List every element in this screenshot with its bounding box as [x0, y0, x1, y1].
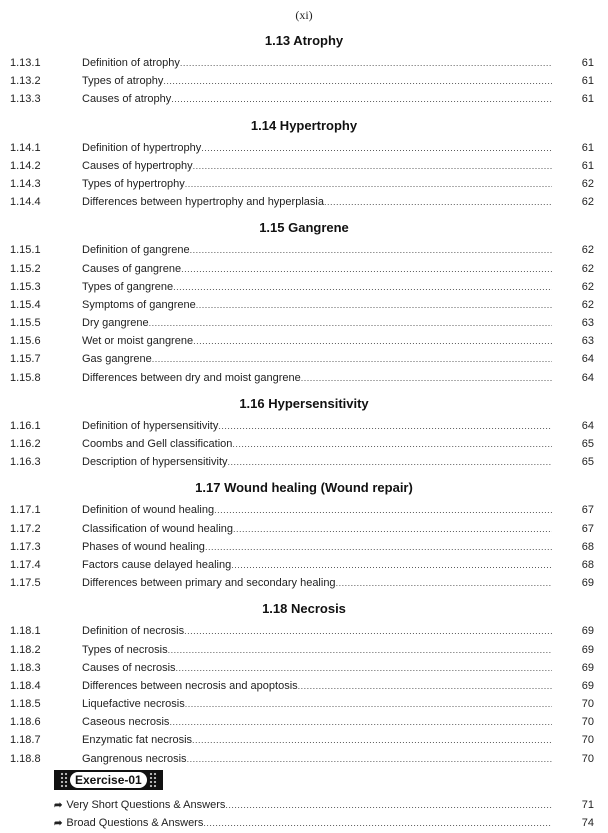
toc-entry[interactable] — [0, 574, 608, 592]
entry-title: Definition of necrosis — [82, 625, 185, 638]
dot-leader — [173, 278, 552, 296]
entry-page: 65 — [581, 438, 594, 450]
entry-page: 70 — [581, 734, 594, 747]
dot-leader — [228, 453, 552, 471]
exercise-badge — [54, 770, 163, 790]
entry-title: Caseous necrosis — [82, 716, 170, 729]
entry-page: 70 — [581, 716, 594, 729]
toc-entry[interactable] — [0, 417, 608, 435]
toc-entry[interactable] — [0, 713, 608, 731]
exercise-label: Exercise-01 — [70, 772, 147, 788]
entry-number: 1.18.5 — [10, 698, 41, 711]
toc-entry[interactable] — [0, 556, 608, 574]
entry-number: 1.18.1 — [10, 625, 41, 638]
entry-page: 62 — [581, 280, 594, 293]
entry-title: Classification of wound healing — [82, 522, 234, 535]
section-hypertrophy — [0, 117, 608, 212]
toc-entry[interactable] — [0, 453, 608, 471]
section-heading: 1.18 Necrosis — [262, 601, 346, 617]
entry-title: Types of atrophy — [82, 75, 164, 88]
entry-page: 61 — [581, 159, 594, 172]
entry-page: 69 — [581, 577, 594, 590]
dot-leader — [184, 622, 552, 640]
dot-leader — [205, 538, 552, 556]
entry-number: 1.18.8 — [10, 752, 41, 765]
entry-page: 62 — [581, 298, 594, 311]
entry-title: Definition of gangrene — [82, 244, 190, 257]
dot-leader — [149, 314, 552, 332]
toc-entry[interactable] — [0, 501, 608, 519]
entry-number: 1.18.3 — [10, 661, 41, 674]
entry-title: Enzymatic fat necrosis — [82, 734, 193, 747]
dot-leader — [298, 677, 552, 695]
section-heading: 1.16 Hypersensitivity — [239, 395, 369, 411]
entry-number: 1.15.7 — [10, 353, 41, 366]
entry-title: Causes of gangrene — [82, 262, 182, 275]
entry-page: 68 — [581, 558, 594, 571]
dot-leader — [301, 369, 552, 387]
dot-leader — [185, 175, 552, 193]
entry-title: Differences between necrosis and apoptosis — [82, 679, 298, 692]
entry-number: 1.13.1 — [10, 57, 41, 69]
entry-page: 61 — [581, 141, 594, 154]
dot-leader — [163, 72, 552, 90]
entry-number: 1.13.2 — [10, 75, 41, 88]
dot-leader — [169, 713, 552, 731]
entry-number: 1.18.4 — [10, 679, 41, 692]
entry-page: 61 — [581, 75, 594, 88]
entry-title: Symptoms of gangrene — [82, 298, 196, 311]
entry-number: 1.16.2 — [10, 438, 41, 450]
entry-title: Causes of atrophy — [82, 93, 172, 106]
entry-number: 1.15.3 — [10, 280, 41, 293]
toc-entry[interactable] — [0, 175, 608, 193]
table-of-contents — [0, 32, 608, 832]
toc-entry[interactable] — [0, 350, 608, 368]
toc-entry[interactable] — [0, 622, 608, 640]
curved-arrow-icon: ➦ — [54, 799, 63, 811]
dot-leader — [336, 574, 552, 592]
entry-title: Gas gangrene — [82, 353, 152, 366]
entry-page: 61 — [581, 93, 594, 106]
toc-entry[interactable] — [0, 278, 608, 296]
dot-leader — [196, 296, 552, 314]
ornament-icon — [149, 772, 157, 788]
entry-number: 1.15.5 — [10, 317, 41, 330]
toc-entry[interactable] — [0, 193, 608, 211]
entry-page: 62 — [581, 196, 594, 209]
entry-number: 1.16.3 — [10, 456, 41, 469]
dot-leader — [233, 520, 552, 538]
entry-number: 1.15.1 — [10, 244, 41, 257]
dot-leader — [232, 435, 552, 453]
exercise-section — [0, 770, 608, 792]
entry-page: 69 — [581, 661, 594, 674]
section-heading: 1.13 Atrophy — [264, 33, 344, 48]
entry-page: 63 — [581, 335, 594, 348]
dot-leader — [193, 332, 552, 350]
entry-page: 62 — [581, 244, 594, 257]
entry-title: Liquefactive necrosis — [82, 698, 185, 711]
dot-leader — [185, 695, 552, 713]
section-wound-healing — [0, 479, 608, 592]
dot-leader — [231, 556, 552, 574]
toc-entry[interactable] — [0, 90, 608, 108]
section-heading: 1.17 Wound healing (Wound repair) — [195, 480, 413, 496]
entry-title: Definition of wound healing — [82, 504, 215, 517]
toc-entry[interactable] — [0, 659, 608, 677]
toc-entry[interactable] — [0, 695, 608, 713]
section-heading: 1.14 Hypertrophy — [250, 117, 358, 133]
entry-page: 67 — [581, 522, 594, 535]
section-hypersensitivity — [0, 395, 608, 472]
toc-entry[interactable] — [0, 677, 608, 695]
entry-page: 61 — [581, 57, 594, 69]
toc-entry[interactable] — [0, 731, 608, 749]
toc-entry[interactable] — [0, 332, 608, 350]
entry-number: 1.18.6 — [10, 716, 41, 729]
ornament-icon — [60, 772, 68, 788]
entry-title: Broad Questions & Answers — [66, 817, 204, 829]
toc-entry[interactable] — [0, 750, 608, 768]
entry-title: Types of gangrene — [82, 280, 174, 293]
entry-title: Gangrenous necrosis — [82, 752, 187, 765]
toc-entry[interactable] — [0, 538, 608, 556]
entry-number: 1.14.1 — [10, 141, 41, 154]
entry-page: 62 — [581, 262, 594, 275]
entry-title: Differences between hypertrophy and hyperplasia — [82, 196, 324, 209]
dot-leader — [192, 731, 552, 749]
entry-title: Causes of hypertrophy — [82, 159, 193, 172]
toc-entry[interactable] — [0, 314, 608, 332]
entry-number: 1.15.6 — [10, 335, 41, 348]
curved-arrow-icon: ➦ — [54, 818, 63, 829]
dot-leader — [187, 750, 552, 768]
exercise-entry[interactable] — [0, 814, 608, 832]
entry-title: Factors cause delayed healing — [82, 558, 232, 571]
entry-number: 1.15.4 — [10, 298, 41, 311]
entry-page: 64 — [581, 353, 594, 366]
toc-entry[interactable] — [0, 241, 608, 259]
entry-title: Definition of hypersensitivity — [82, 419, 219, 432]
dot-leader — [190, 241, 552, 259]
entry-number: 1.17.1 — [10, 504, 41, 517]
toc-entry[interactable] — [0, 72, 608, 90]
entry-number: 1.17.4 — [10, 558, 41, 571]
entry-number: 1.14.3 — [10, 177, 41, 190]
toc-entry[interactable] — [0, 641, 608, 659]
toc-entry[interactable] — [0, 157, 608, 175]
toc-entry[interactable] — [0, 139, 608, 157]
entry-page: 71 — [581, 798, 594, 811]
dot-leader — [203, 814, 552, 833]
toc-entry[interactable] — [0, 296, 608, 314]
entry-title: Dry gangrene — [82, 317, 149, 330]
dot-leader — [180, 54, 552, 72]
entry-number: 1.17.2 — [10, 522, 41, 535]
section-necrosis — [0, 600, 608, 768]
entry-page: 70 — [581, 698, 594, 711]
entry-number: 1.18.7 — [10, 734, 41, 747]
dot-leader — [225, 796, 552, 815]
entry-title: Description of hypersensitivity — [82, 456, 228, 469]
entry-title: Definition of hypertrophy — [82, 141, 202, 154]
section-atrophy — [0, 32, 608, 109]
entry-page: 69 — [581, 643, 594, 656]
dot-leader — [168, 641, 552, 659]
entry-page: 67 — [581, 504, 594, 517]
entry-title: Coombs and Gell classification — [82, 438, 233, 450]
entry-number: 1.14.2 — [10, 159, 41, 172]
dot-leader — [201, 139, 552, 157]
dot-leader — [218, 417, 552, 435]
entry-page: 62 — [581, 177, 594, 190]
entry-page: 70 — [581, 752, 594, 765]
section-heading: 1.15 Gangrene — [259, 220, 349, 236]
entry-number: 1.17.3 — [10, 540, 41, 553]
exercise-entry[interactable] — [0, 796, 608, 814]
dot-leader — [214, 501, 552, 519]
entry-title: Definition of atrophy — [82, 57, 180, 69]
entry-number: 1.17.5 — [10, 577, 41, 590]
entry-number: 1.15.8 — [10, 371, 41, 384]
entry-title: Differences between primary and secondary healing — [82, 577, 336, 590]
dot-leader — [152, 350, 552, 368]
entry-page: 65 — [581, 456, 594, 469]
entry-page: 64 — [581, 371, 594, 384]
entry-page: 64 — [581, 419, 594, 432]
entry-page: 74 — [581, 817, 594, 829]
dot-leader — [193, 157, 552, 175]
entry-title: Causes of necrosis — [82, 661, 176, 674]
entry-title: Very Short Questions & Answers — [66, 798, 226, 811]
page-number: (xi) — [295, 8, 313, 22]
entry-page: 69 — [581, 679, 594, 692]
toc-entry[interactable] — [0, 369, 608, 387]
dot-leader — [171, 90, 552, 108]
toc-entry[interactable] — [0, 260, 608, 278]
entry-page: 68 — [581, 540, 594, 553]
entry-number: 1.14.4 — [10, 196, 41, 209]
entry-page: 69 — [581, 625, 594, 638]
entry-title: Phases of wound healing — [82, 540, 205, 553]
entry-title: Wet or moist gangrene — [82, 335, 194, 348]
toc-entry[interactable] — [0, 54, 608, 72]
entry-number: 1.13.3 — [10, 93, 41, 106]
toc-entry[interactable] — [0, 435, 608, 453]
dot-leader — [324, 193, 552, 211]
toc-entry[interactable] — [0, 520, 608, 538]
dot-leader — [176, 659, 552, 677]
entry-title: Differences between dry and moist gangrene — [82, 371, 301, 384]
entry-title: Types of hypertrophy — [82, 177, 185, 190]
entry-title: Types of necrosis — [82, 643, 168, 656]
section-gangrene — [0, 219, 608, 387]
dot-leader — [181, 260, 552, 278]
entry-number: 1.15.2 — [10, 262, 41, 275]
entry-number: 1.18.2 — [10, 643, 41, 656]
entry-number: 1.16.1 — [10, 419, 41, 432]
entry-page: 63 — [581, 317, 594, 330]
